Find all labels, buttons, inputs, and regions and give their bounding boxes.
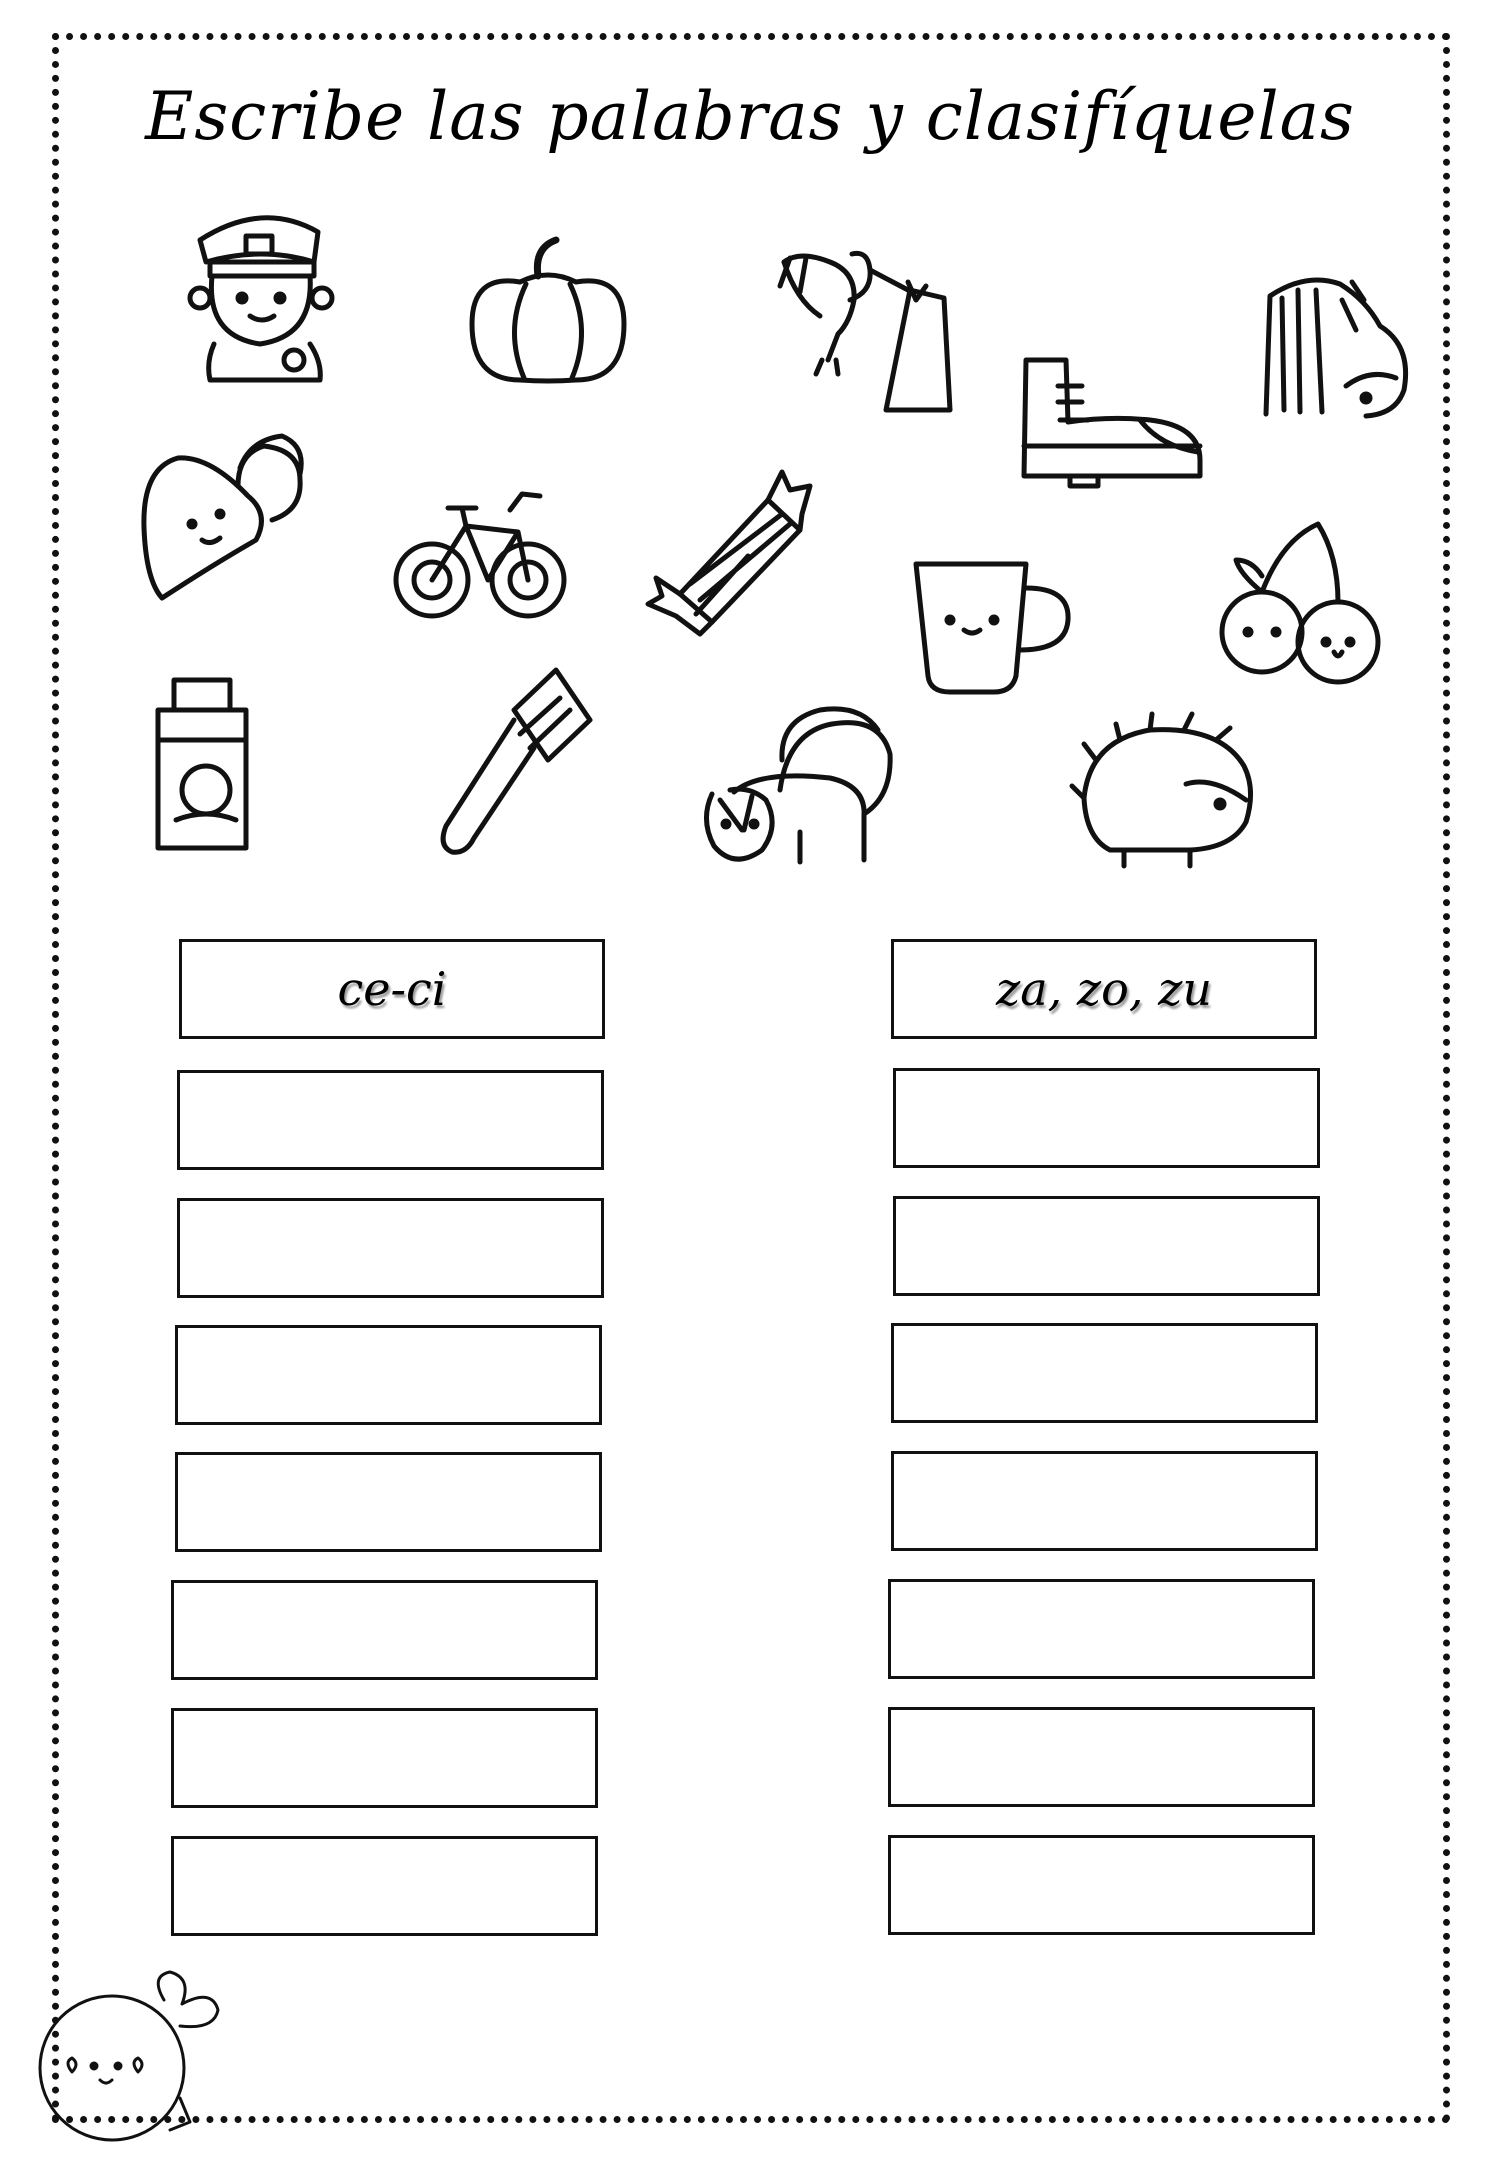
za-zo-zu-answer-box[interactable] xyxy=(891,1323,1318,1423)
za-zo-zu-label: za, zo, zu xyxy=(996,962,1212,1016)
ce-ci-answer-box[interactable] xyxy=(171,1708,598,1808)
ce-ci-answer-box[interactable] xyxy=(171,1836,598,1936)
zebra-icon xyxy=(1266,280,1406,416)
za-zo-zu-answer-box[interactable] xyxy=(891,1451,1318,1551)
cup-icon xyxy=(916,564,1068,692)
juice-carton-icon xyxy=(158,680,246,848)
carrot-icon xyxy=(144,436,301,598)
ce-ci-label: ce-ci xyxy=(337,962,447,1016)
worksheet-title: Escribe las palabras y clasifíquelas xyxy=(145,78,1355,155)
boot-icon xyxy=(1024,360,1200,486)
hedgehog-icon xyxy=(1072,714,1251,866)
ce-ci-answer-box[interactable] xyxy=(175,1325,602,1425)
stork-icon xyxy=(780,253,950,410)
bee-logo xyxy=(40,1972,218,2140)
ce-ci-answer-box[interactable] xyxy=(177,1070,604,1170)
ce-ci-answer-box[interactable] xyxy=(177,1198,604,1298)
pumpkin-icon xyxy=(472,240,624,381)
cherries-icon xyxy=(1222,524,1378,682)
za-zo-zu-header xyxy=(891,939,1317,1039)
ce-ci-answer-box[interactable] xyxy=(171,1580,598,1680)
ce-ci-answer-box[interactable] xyxy=(175,1452,602,1552)
candy-icon xyxy=(648,472,810,634)
za-zo-zu-answer-box[interactable] xyxy=(893,1196,1320,1296)
ce-ci-header xyxy=(179,939,605,1039)
skunk-icon xyxy=(706,709,890,862)
bicycle-icon xyxy=(396,494,564,616)
za-zo-zu-answer-box[interactable] xyxy=(888,1835,1315,1935)
brush-icon xyxy=(443,670,590,852)
police-officer-icon xyxy=(190,218,332,380)
za-zo-zu-answer-box[interactable] xyxy=(888,1579,1315,1679)
za-zo-zu-answer-box[interactable] xyxy=(893,1068,1320,1168)
za-zo-zu-answer-box[interactable] xyxy=(888,1707,1315,1807)
